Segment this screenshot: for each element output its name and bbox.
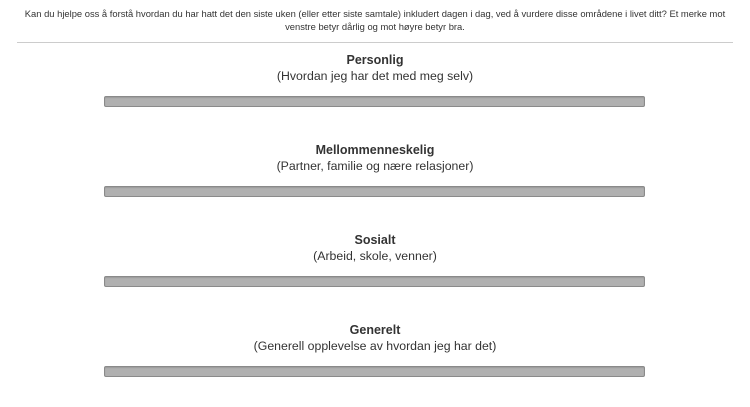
section-personlig bbox=[0, 52, 750, 84]
divider bbox=[17, 42, 733, 43]
slider-mellommenneskelig[interactable] bbox=[104, 186, 645, 197]
slider-generelt[interactable] bbox=[104, 366, 645, 377]
section-subtitle: (Arbeid, skole, venner) bbox=[313, 249, 437, 263]
section-title: Mellommenneskelig bbox=[315, 143, 435, 157]
section-subtitle: (Hvordan jeg har det med meg selv) bbox=[276, 69, 474, 83]
section-generelt bbox=[0, 322, 750, 354]
section-subtitle: (Partner, familie og nære relasjoner) bbox=[276, 159, 474, 173]
slider-sosialt[interactable] bbox=[104, 276, 645, 287]
section-title: Personlig bbox=[346, 53, 404, 67]
section-title: Generelt bbox=[349, 323, 401, 337]
section-subtitle: (Generell opplevelse av hvordan jeg har det) bbox=[253, 339, 497, 353]
section-mellommenneskelig bbox=[0, 142, 750, 174]
section-sosialt bbox=[0, 232, 750, 264]
slider-personlig[interactable] bbox=[104, 96, 645, 107]
section-title: Sosialt bbox=[354, 233, 396, 247]
instructions-text: Kan du hjelpe oss å forstå hvordan du har hatt det den siste uken (eller etter siste samtale) inkludert dagen i dag, ved å vurdere disse områdene i livet ditt? Et merke mot venstre betyr dårlig og mot høyre betyr bra. bbox=[24, 8, 726, 32]
